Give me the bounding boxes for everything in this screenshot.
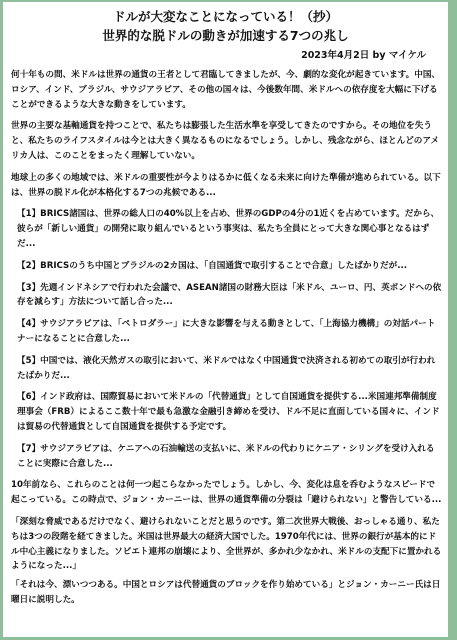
sign-item-5: 【5】中国では、液化天然ガスの取引において、米ドルではなく中国通貨で決済される初めての取引が行われたばかりだ... [17,355,436,381]
sign-item-7: 【7】サウジアラビアは、ケニアへの石油輸送の支払いに、米ドルの代わりにケニア・シリングを受け入れることに実際に合意した... [17,443,435,469]
article-body [11,68,442,615]
article-page [3,2,448,637]
intro-paragraph: 何十年もの間、米ドルは世界の通貨の王者として君臨してきましたが、今、劇的な変化が起きています。中国、ロシア、インド、ブラジル、サウジアラビア、その他の国々は、今後数年間、米ドルへの依存度を大幅に下げることができるような大きな動きをしています。 [11,70,441,110]
sign-item-2: 【2】BRICSのうち中国とブラジルの2カ国は、「自国通貨で取引することで合意」したばかりだが... [17,260,408,271]
article-byline: 2023年4月2日 by マイケル [301,50,426,61]
body-paragraph: 10年前なら、これらのことは何一つ起こらなかったでしょう。しかし、今、変化は息を呑むようなスピードで起こっている。この時点で、ジョン・カーニーは、世界の通貨準備の分裂は「避けられない」と警告している... [11,480,442,506]
sign-item-1: 【1】BRICS諸国は、世界の総人口の40%以上を占め、世界のGDPの4分の1近くを占めています。だから、彼らが「新しい通貨」の開発に取り組んでいるという事実は、私たち全員にとって大きな関心事となるはずだ... [17,209,440,249]
sign-item-4: 【4】サウジアラビアは、「ペトロダラー」に大きな影響を与える動きとして、「上海協力機構」の対話パートナーになることに合意した... [17,319,436,344]
article-subtitle: 世界的な脱ドルの動きが加速する7つの兆し [102,28,349,43]
article-title: ドルが大変なことになっている！（抄） [112,9,338,24]
quote-paragraph: 「それは今、漂いつつある。中国とロシアは代替通貨のブロックを作り始めている」とジョン・カーニー氏は日曜日に説明した。 [11,580,441,605]
body-paragraph: 世界の主要な基軸通貨を持つことで、私たちは膨張した生活水準を享受してきたのですから。その地位を失うと、私たちのライフスタイルは今とは大きく異なるものになるでしょう。しかし、残念ながら、ほとんどのアメリカ人は、このことをまったく理解していない。 [11,121,440,161]
body-paragraph: 地球上の多くの地域では、米ドルの重要性が今よりはるかに低くなる未来に向けた準備が進められている。以下は、世界の脱ドル化が本格化する7つの兆候である... [11,172,441,198]
sign-item-3: 【3】先週インドネシアで行われた会議で、ASEAN諸国の財務大臣は「米ドル、ユーロ、円、英ポンドへの依存を減らす」方法について話し合った... [17,282,442,308]
sign-item-6: 【6】インド政府は、国際貿易において米ドルの「代替通貨」として自国通貨を提供する...米国連邦準備制度理事会（FRB）によるここ数十年で最も急激な金融引き締めを受け、ドル不足に直面している国々に、インドは貿易の代替通貨として自国通貨を提供する予定です。 [17,392,440,432]
quote-paragraph: 「深刻な脅威であるだけでなく、避けられないことだと思うのです。第二次世界大戦後、おっしゃる通り、私たちは3つの段階を経てきました。米国は世界最大の経済大国でした。1970年代には、世界の銀行が基本的にドル中心主義になりました。ソビエト連邦の崩壊により、全世界が、多かれ少なかれ、米ドルの支配下に置かれるようになった...」 [11,516,442,572]
